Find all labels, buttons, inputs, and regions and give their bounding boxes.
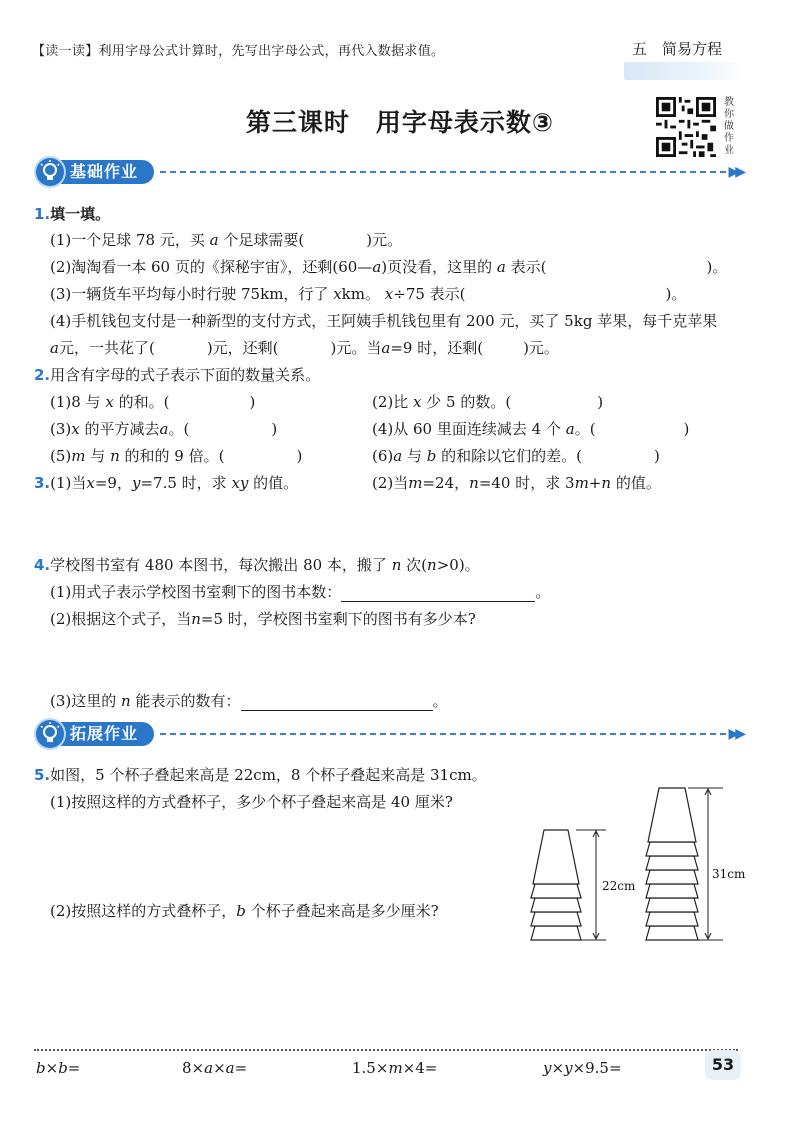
q2-item-6: (6)a 与 b 的和除以它们的差。( ) (372, 447, 660, 465)
q3-part-1: 3.(1)当x=9，y=7.5 时，求 xy 的值。 (34, 474, 299, 492)
qr-code-icon[interactable] (656, 97, 716, 157)
q2-item-2: (2)比 x 少 5 的数。( ) (372, 393, 604, 411)
q2-item-5: (5)m 与 n 的和的 9 倍。( ) (50, 447, 303, 465)
q1-heading (34, 203, 110, 224)
q4-answer-blank-1[interactable] (341, 585, 535, 602)
q2-item-3: (3)x 的平方减去a。( ) (50, 420, 278, 438)
footer-exercise-3: 1.5×m×4= (352, 1059, 438, 1077)
label-31cm: 31cm (712, 867, 746, 881)
section-divider (160, 733, 726, 735)
cup (533, 830, 579, 884)
lightbulb-icon (36, 158, 64, 186)
q1-title: 填一填。 (50, 205, 111, 223)
cup (646, 856, 698, 870)
cup (531, 926, 581, 940)
q1-item-3: (3)一辆货车平均每小时行驶 75km，行了 xkm。 x÷75 表示( )。 (50, 285, 687, 303)
section-divider (160, 171, 726, 173)
q5-item-2: (2)按照这样的方式叠杯子，b 个杯子叠起来高是多少厘米? (50, 902, 439, 920)
section-extended-label: 拓展作业 (54, 722, 154, 746)
cup (531, 884, 581, 898)
cup (531, 898, 581, 912)
q2-heading: 2.用含有字母的式子表示下面的数量关系。 (34, 366, 321, 384)
q3-part-2: (2)当m=24，n=40 时，求 3m+n 的值。 (372, 474, 661, 492)
double-arrow-icon: ▶▶ (728, 726, 742, 742)
double-arrow-icon: ▶▶ (728, 164, 742, 180)
footer-exercise-1: b×b= (36, 1059, 81, 1077)
cup (646, 884, 698, 898)
section-basic-label: 基础作业 (54, 160, 154, 184)
footer-exercise-4: y×y×9.5= (543, 1059, 622, 1077)
cup-stack-figure (528, 780, 758, 950)
reading-tip: 【读一读】利用字母公式计算时，先写出字母公式，再代入数据求值。 (32, 44, 445, 59)
cup (646, 842, 698, 856)
qr-caption: 教你做作业 (724, 97, 734, 156)
cup (648, 788, 696, 842)
cup (646, 898, 698, 912)
q1-item-4: (4)手机钱包支付是一种新型的支付方式，王阿姨手机钱包里有 200 元，买了 5kg 苹果，每千克苹果 (50, 312, 718, 330)
q4-item-1: (1)用式子表示学校图书室剩下的图书本数： 。 (50, 583, 551, 601)
cup (646, 870, 698, 884)
footer-divider (34, 1049, 738, 1051)
lightbulb-icon (36, 720, 64, 748)
q5-heading: 5.如图，5 个杯子叠起来高是 22cm，8 个杯子叠起来高是 31cm。 (34, 766, 487, 784)
q2-item-1: (1)8 与 x 的和。( ) (50, 393, 256, 411)
unit-band (624, 62, 748, 80)
page-title: 第三课时 用字母表示数③ (245, 108, 555, 137)
section-basic-header (36, 158, 742, 186)
footer-exercise-2: 8×a×a= (182, 1059, 248, 1077)
page-number: 53 (705, 1050, 741, 1080)
q1-item-2: (2)淘淘看一本 60 页的《探秘宇宙》，还剩(60—a)页没看，这里的 a 表示( )。 (50, 258, 728, 276)
cup (531, 912, 581, 926)
q4-heading: 4.学校图书室有 480 本图书，每次搬出 80 本，搬了 n 次(n>0)。 (34, 556, 480, 574)
q5-item-1: (1)按照这样的方式叠杯子，多少个杯子叠起来高是 40 厘米? (50, 793, 453, 811)
q1-item-4-cont: a元，一共花了( )元，还剩( )元。当a=9 时，还剩( )元。 (50, 339, 559, 357)
q2-item-4: (4)从 60 里面连续减去 4 个 a。( ) (372, 420, 690, 438)
cup-stack-large (646, 788, 698, 940)
section-extended-header (36, 720, 742, 748)
q4-answer-blank-3[interactable] (241, 694, 433, 711)
unit-label: 五 简易方程 (632, 40, 723, 58)
cup-stack-small (531, 830, 581, 940)
q4-item-2: (2)根据这个式子，当n=5 时，学校图书室剩下的图书有多少本? (50, 610, 476, 628)
q4-item-3: (3)这里的 n 能表示的数有： 。 (50, 692, 448, 710)
cup (646, 912, 698, 926)
q1-number: 1. (34, 205, 51, 223)
cup (646, 926, 698, 940)
label-22cm: 22cm (602, 879, 636, 893)
q1-item-1: (1)一个足球 78 元，买 a 个足球需要( )元。 (50, 231, 403, 249)
